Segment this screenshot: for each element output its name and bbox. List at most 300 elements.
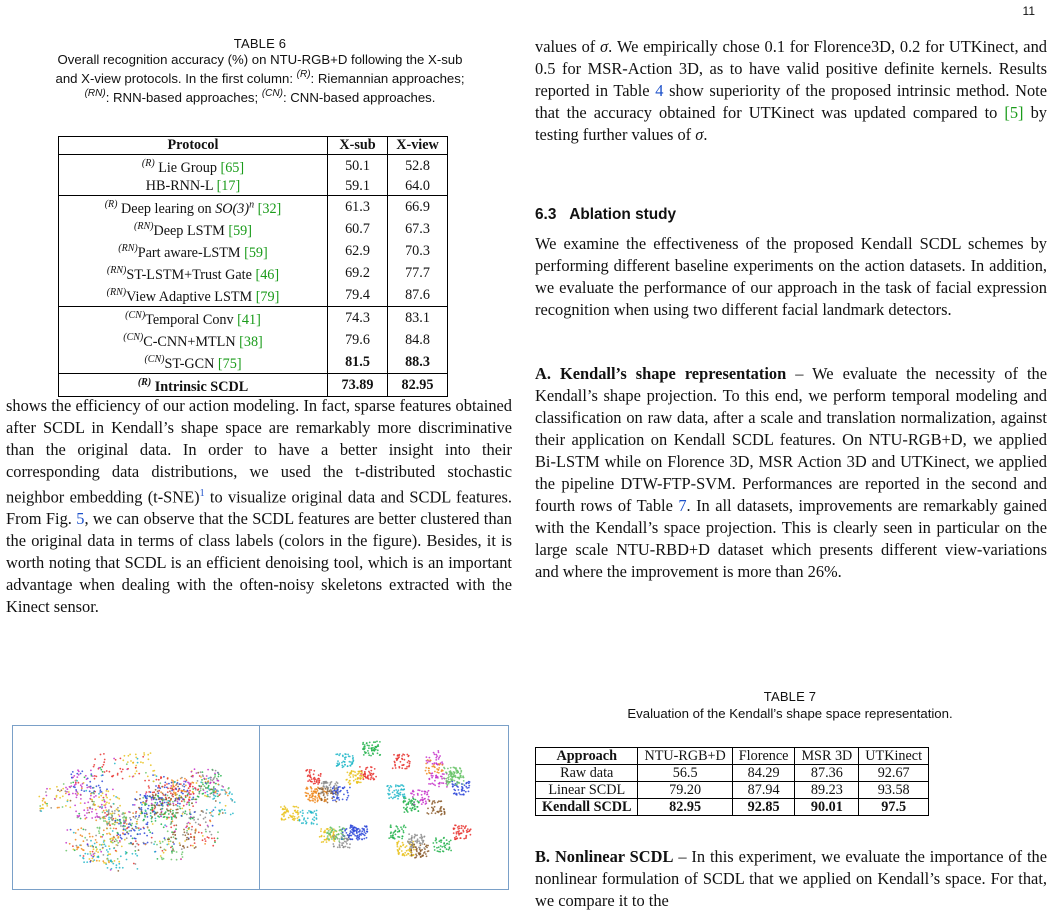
tsne-point	[210, 812, 212, 814]
tsne-point	[422, 841, 424, 843]
tsne-point	[224, 789, 226, 791]
table7-header-approach: Approach	[536, 748, 638, 765]
tsne-point	[327, 832, 329, 834]
tsne-point	[309, 772, 311, 774]
tsne-point	[115, 759, 117, 761]
tsne-point	[336, 834, 338, 836]
tsne-point	[143, 754, 145, 756]
tsne-point	[87, 809, 89, 811]
tsne-point	[107, 867, 109, 869]
tsne-point	[420, 844, 422, 846]
tsne-point	[324, 839, 326, 841]
citation-link[interactable]: [59]	[244, 245, 268, 261]
tsne-point	[159, 814, 161, 816]
tsne-point	[341, 838, 343, 840]
tsne-point	[181, 792, 183, 794]
tsne-point	[135, 853, 137, 855]
tsne-point	[106, 849, 108, 851]
tsne-point	[440, 800, 442, 802]
tsne-point	[171, 859, 173, 861]
tsne-point	[181, 848, 183, 850]
tsne-point	[177, 786, 179, 788]
tsne-point	[108, 818, 110, 820]
tsne-point	[119, 834, 121, 836]
footnote-marker[interactable]: 1	[199, 488, 205, 499]
tsne-point	[372, 752, 374, 754]
tsne-point	[136, 770, 138, 772]
citation-link[interactable]: [59]	[228, 223, 252, 239]
citation-link[interactable]: [32]	[257, 201, 282, 217]
table6-xview-cell: 88.3	[388, 351, 448, 374]
tsne-point	[175, 804, 177, 806]
tsne-point	[136, 799, 138, 801]
tsne-point	[461, 783, 463, 785]
tsne-point	[170, 811, 172, 813]
tsne-point	[316, 818, 318, 820]
tsne-point	[81, 770, 83, 772]
tsne-point	[394, 765, 396, 767]
tsne-point	[202, 774, 204, 776]
tsne-point	[397, 846, 399, 848]
tsne-point	[310, 777, 312, 779]
tsne-point	[356, 829, 358, 831]
tsne-point	[299, 819, 301, 821]
tsne-point	[168, 817, 170, 819]
tsne-point	[103, 804, 105, 806]
tsne-point	[122, 759, 124, 761]
tsne-point	[358, 831, 360, 833]
tsne-point	[364, 835, 366, 837]
tsne-point	[70, 829, 72, 831]
tsne-point	[67, 788, 69, 790]
tsne-point	[183, 847, 185, 849]
tsne-point	[74, 786, 76, 788]
tsne-point	[137, 819, 139, 821]
citation-link[interactable]: [79]	[255, 289, 280, 305]
tsne-point	[400, 826, 402, 828]
tsne-point	[107, 790, 109, 792]
tsne-point	[410, 792, 412, 794]
tsne-point	[453, 789, 455, 791]
tsne-point	[414, 806, 416, 808]
tsne-point	[104, 759, 106, 761]
tsne-point	[100, 789, 102, 791]
tsne-point	[412, 791, 414, 793]
tsne-point	[313, 820, 315, 822]
tsne-point	[402, 845, 404, 847]
tsne-point	[172, 788, 174, 790]
tsne-point	[312, 812, 314, 814]
tsne-point	[167, 830, 169, 832]
tsne-point	[356, 838, 358, 840]
tsne-point	[91, 811, 93, 813]
tsne-point	[429, 757, 431, 759]
tsne-point	[105, 803, 107, 805]
tsne-point	[135, 765, 137, 767]
tsne-point	[136, 843, 138, 845]
tsne-point	[195, 802, 197, 804]
tsne-point	[450, 770, 452, 772]
tsne-point	[150, 815, 152, 817]
tsne-point	[356, 835, 358, 837]
tsne-point	[130, 835, 132, 837]
tsne-point	[107, 858, 109, 860]
tsne-point	[92, 851, 94, 853]
tsne-point	[119, 805, 121, 807]
tsne-point	[453, 832, 455, 834]
tsne-point	[211, 834, 213, 836]
tsne-point	[148, 829, 150, 831]
tsne-point	[310, 787, 312, 789]
tsne-point	[403, 793, 405, 795]
tsne-point	[215, 783, 217, 785]
tsne-point	[167, 778, 169, 780]
tsne-point	[451, 779, 453, 781]
tsne-point	[179, 844, 181, 846]
tsne-point	[85, 775, 87, 777]
tsne-point	[152, 823, 154, 825]
tsne-point	[315, 813, 317, 815]
tsne-point	[334, 840, 336, 842]
tsne-point	[354, 835, 356, 837]
tsne-point	[192, 797, 194, 799]
tsne-point	[321, 798, 323, 800]
tsne-point	[43, 798, 45, 800]
tsne-point	[301, 822, 303, 824]
tsne-point	[147, 822, 149, 824]
tsne-point	[80, 827, 82, 829]
tsne-point	[411, 810, 413, 812]
figure-ref-link[interactable]: 5	[76, 509, 85, 529]
tsne-point	[429, 759, 431, 761]
tsne-point	[81, 835, 83, 837]
tsne-point	[205, 840, 207, 842]
tsne-point	[89, 861, 91, 863]
tsne-point	[152, 804, 154, 806]
tsne-point	[102, 792, 104, 794]
tsne-point	[395, 789, 397, 791]
citation-link[interactable]: [46]	[255, 267, 280, 283]
tsne-point	[405, 804, 407, 806]
tsne-point	[400, 792, 402, 794]
table7-cell: 56.5	[638, 765, 732, 782]
tsne-point	[153, 781, 155, 783]
tsne-point	[325, 788, 327, 790]
tsne-point	[139, 833, 141, 835]
tsne-point	[377, 752, 379, 754]
tsne-point	[423, 840, 425, 842]
tsne-point	[296, 811, 298, 813]
tsne-point	[146, 795, 148, 797]
tsne-point	[103, 764, 105, 766]
citation-link[interactable]: [75]	[217, 356, 242, 372]
tsne-point	[220, 775, 222, 777]
tsne-point	[402, 842, 404, 844]
tsne-point	[329, 829, 331, 831]
tsne-point	[90, 840, 92, 842]
tsne-point	[182, 785, 184, 787]
tsne-point	[139, 798, 141, 800]
tsne-point	[109, 853, 111, 855]
tsne-point	[192, 805, 194, 807]
tsne-point	[105, 862, 107, 864]
tsne-point	[405, 827, 407, 829]
tsne-point	[97, 806, 99, 808]
tsne-point	[172, 810, 174, 812]
tsne-point	[117, 858, 119, 860]
table7-caption: Evaluation of the Kendall’s shape space representation.	[627, 706, 953, 721]
tsne-point	[216, 789, 218, 791]
tsne-point	[147, 826, 149, 828]
tsne-point	[102, 860, 104, 862]
tsne-point	[307, 812, 309, 814]
tsne-point	[160, 797, 162, 799]
tsne-point	[392, 767, 394, 769]
tsne-point	[205, 812, 207, 814]
tsne-point	[433, 809, 435, 811]
tsne-point	[163, 852, 165, 854]
tsne-point	[80, 818, 82, 820]
citation-link[interactable]: [17]	[216, 177, 241, 194]
tsne-point	[132, 812, 134, 814]
citation-link[interactable]: [5]	[1004, 103, 1024, 122]
citation-link[interactable]: [38]	[239, 334, 263, 350]
tsne-point	[161, 808, 163, 810]
tsne-point	[90, 853, 92, 855]
tsne-point	[438, 772, 440, 774]
tsne-point	[420, 834, 422, 836]
tsne-point	[66, 829, 68, 831]
tsne-point	[152, 796, 154, 798]
tsne-point	[211, 811, 213, 813]
tsne-point	[171, 822, 173, 824]
tsne-point	[96, 842, 98, 844]
tsne-point	[297, 820, 299, 822]
tsne-point	[59, 791, 61, 793]
tsne-point	[164, 802, 166, 804]
tsne-point	[369, 772, 371, 774]
table6-xview-cell: 66.9	[388, 196, 448, 219]
tsne-point	[441, 761, 443, 763]
tsne-point	[407, 853, 409, 855]
tsne-point	[213, 837, 215, 839]
tsne-point	[321, 799, 323, 801]
tsne-point	[170, 792, 172, 794]
tsne-point	[456, 786, 458, 788]
tsne-point	[213, 781, 215, 783]
tsne-point	[282, 808, 284, 810]
tsne-point	[426, 855, 428, 857]
table6-xsub-cell: 81.5	[328, 351, 388, 374]
tsne-point	[84, 837, 86, 839]
tsne-point	[142, 762, 144, 764]
tsne-point	[132, 844, 134, 846]
tsne-point	[189, 785, 191, 787]
tsne-point	[351, 763, 353, 765]
tsne-point	[177, 805, 179, 807]
tsne-point	[148, 780, 150, 782]
tsne-point	[212, 790, 214, 792]
tsne-point	[139, 794, 141, 796]
tsne-point	[425, 763, 427, 765]
tsne-point	[465, 791, 467, 793]
tsne-point	[106, 821, 108, 823]
tsne-point	[340, 790, 342, 792]
tsne-point	[173, 791, 175, 793]
tsne-point	[205, 787, 207, 789]
tsne-point	[174, 834, 176, 836]
tsne-point	[98, 860, 100, 862]
tsne-point	[211, 838, 213, 840]
tsne-point	[69, 786, 71, 788]
tsne-point	[172, 796, 174, 798]
tsne-point	[346, 790, 348, 792]
tsne-point	[459, 837, 461, 839]
tsne-point	[112, 789, 114, 791]
tsne-point	[109, 771, 111, 773]
tsne-point	[403, 796, 405, 798]
tsne-point	[351, 770, 353, 772]
tsne-point	[126, 828, 128, 830]
tsne-point	[339, 845, 341, 847]
tsne-point	[91, 801, 93, 803]
table6-xsub-cell: 79.4	[328, 284, 388, 307]
tsne-point	[222, 789, 224, 791]
tsne-point	[370, 755, 372, 757]
tsne-point	[469, 781, 471, 783]
tsne-point	[461, 790, 463, 792]
tsne-point	[90, 786, 92, 788]
tsne-point	[413, 801, 415, 803]
tsne-point	[72, 777, 74, 779]
tsne-point	[83, 840, 85, 842]
tsne-point	[436, 768, 438, 770]
tsne-point	[73, 775, 75, 777]
citation-link[interactable]: [65]	[220, 160, 245, 176]
table6-protocol-cell: $^{(CN)}$ST-GCN [75]	[59, 351, 328, 374]
tsne-point	[443, 845, 445, 847]
tsne-point	[200, 787, 202, 789]
tsne-point	[461, 794, 463, 796]
table7-cell: Kendall SCDL	[536, 799, 638, 816]
tsne-point	[157, 795, 159, 797]
tsne-point	[397, 828, 399, 830]
tsne-point	[170, 837, 172, 839]
table7-cell: 82.95	[638, 799, 732, 816]
tsne-point	[448, 774, 450, 776]
tsne-point	[462, 776, 464, 778]
tsne-point	[184, 831, 186, 833]
tsne-point	[99, 787, 101, 789]
tsne-point	[205, 821, 207, 823]
tsne-point	[410, 799, 412, 801]
tsne-point	[75, 839, 77, 841]
tsne-point	[198, 796, 200, 798]
tsne-point	[151, 837, 153, 839]
tsne-point	[390, 835, 392, 837]
tsne-point	[173, 843, 175, 845]
tsne-point	[390, 785, 392, 787]
table6-header-protocol: Protocol	[59, 137, 328, 155]
tsne-point	[87, 807, 89, 809]
tsne-point	[314, 780, 316, 782]
tsne-point	[311, 790, 313, 792]
citation-link[interactable]: [41]	[237, 312, 261, 328]
tsne-point	[102, 817, 104, 819]
tsne-point	[375, 749, 377, 751]
tsne-point	[152, 832, 154, 834]
tsne-point	[402, 794, 404, 796]
table6-header-row	[59, 137, 448, 155]
tsne-point	[368, 754, 370, 756]
tsne-point	[82, 849, 84, 851]
tsne-point	[147, 808, 149, 810]
section-heading	[535, 206, 676, 224]
table7-row	[536, 799, 929, 816]
tsne-point	[413, 849, 415, 851]
tsne-point	[54, 798, 56, 800]
tsne-point	[425, 767, 427, 769]
table6-protocol-cell: $^{(RN)}$Part aware-LSTM [59]	[59, 240, 328, 262]
tsne-point	[199, 785, 201, 787]
tsne-point	[442, 773, 444, 775]
tsne-point	[205, 831, 207, 833]
tsne-point	[93, 764, 95, 766]
tsne-point	[318, 793, 320, 795]
tsne-point	[436, 842, 438, 844]
tsne-point	[62, 795, 64, 797]
tsne-point	[56, 795, 58, 797]
tsne-point	[410, 802, 412, 804]
tsne-point	[138, 827, 140, 829]
tsne-point	[205, 782, 207, 784]
tsne-point	[151, 821, 153, 823]
table6-xsub-cell: 50.1	[328, 155, 388, 178]
tsne-point	[100, 806, 102, 808]
table6-xview-cell: 87.6	[388, 284, 448, 307]
tsne-point	[182, 856, 184, 858]
tsne-point	[307, 817, 309, 819]
tsne-point	[390, 831, 392, 833]
tsne-point	[437, 850, 439, 852]
tsne-point	[117, 807, 119, 809]
tsne-point	[94, 843, 96, 845]
tsne-point	[80, 798, 82, 800]
tsne-point	[83, 829, 85, 831]
tsne-point	[138, 844, 140, 846]
table7-ref-link[interactable]: 7	[678, 496, 687, 515]
tsne-point	[170, 826, 172, 828]
tsne-point	[103, 854, 105, 856]
tsne-point	[175, 799, 177, 801]
tsne-point	[324, 796, 326, 798]
tsne-point	[104, 844, 106, 846]
tsne-point	[408, 799, 410, 801]
tsne-point	[120, 822, 122, 824]
tsne-point	[451, 783, 453, 785]
tsne-point	[210, 814, 212, 816]
tsne-point	[286, 811, 288, 813]
table-ref-link[interactable]: 4	[655, 81, 664, 100]
tsne-point	[429, 772, 431, 774]
tsne-point	[441, 769, 443, 771]
tsne-point	[131, 825, 133, 827]
tsne-point	[456, 831, 458, 833]
tsne-point	[119, 867, 121, 869]
tsne-point	[105, 807, 107, 809]
tsne-point	[322, 841, 324, 843]
tsne-point	[352, 826, 354, 828]
